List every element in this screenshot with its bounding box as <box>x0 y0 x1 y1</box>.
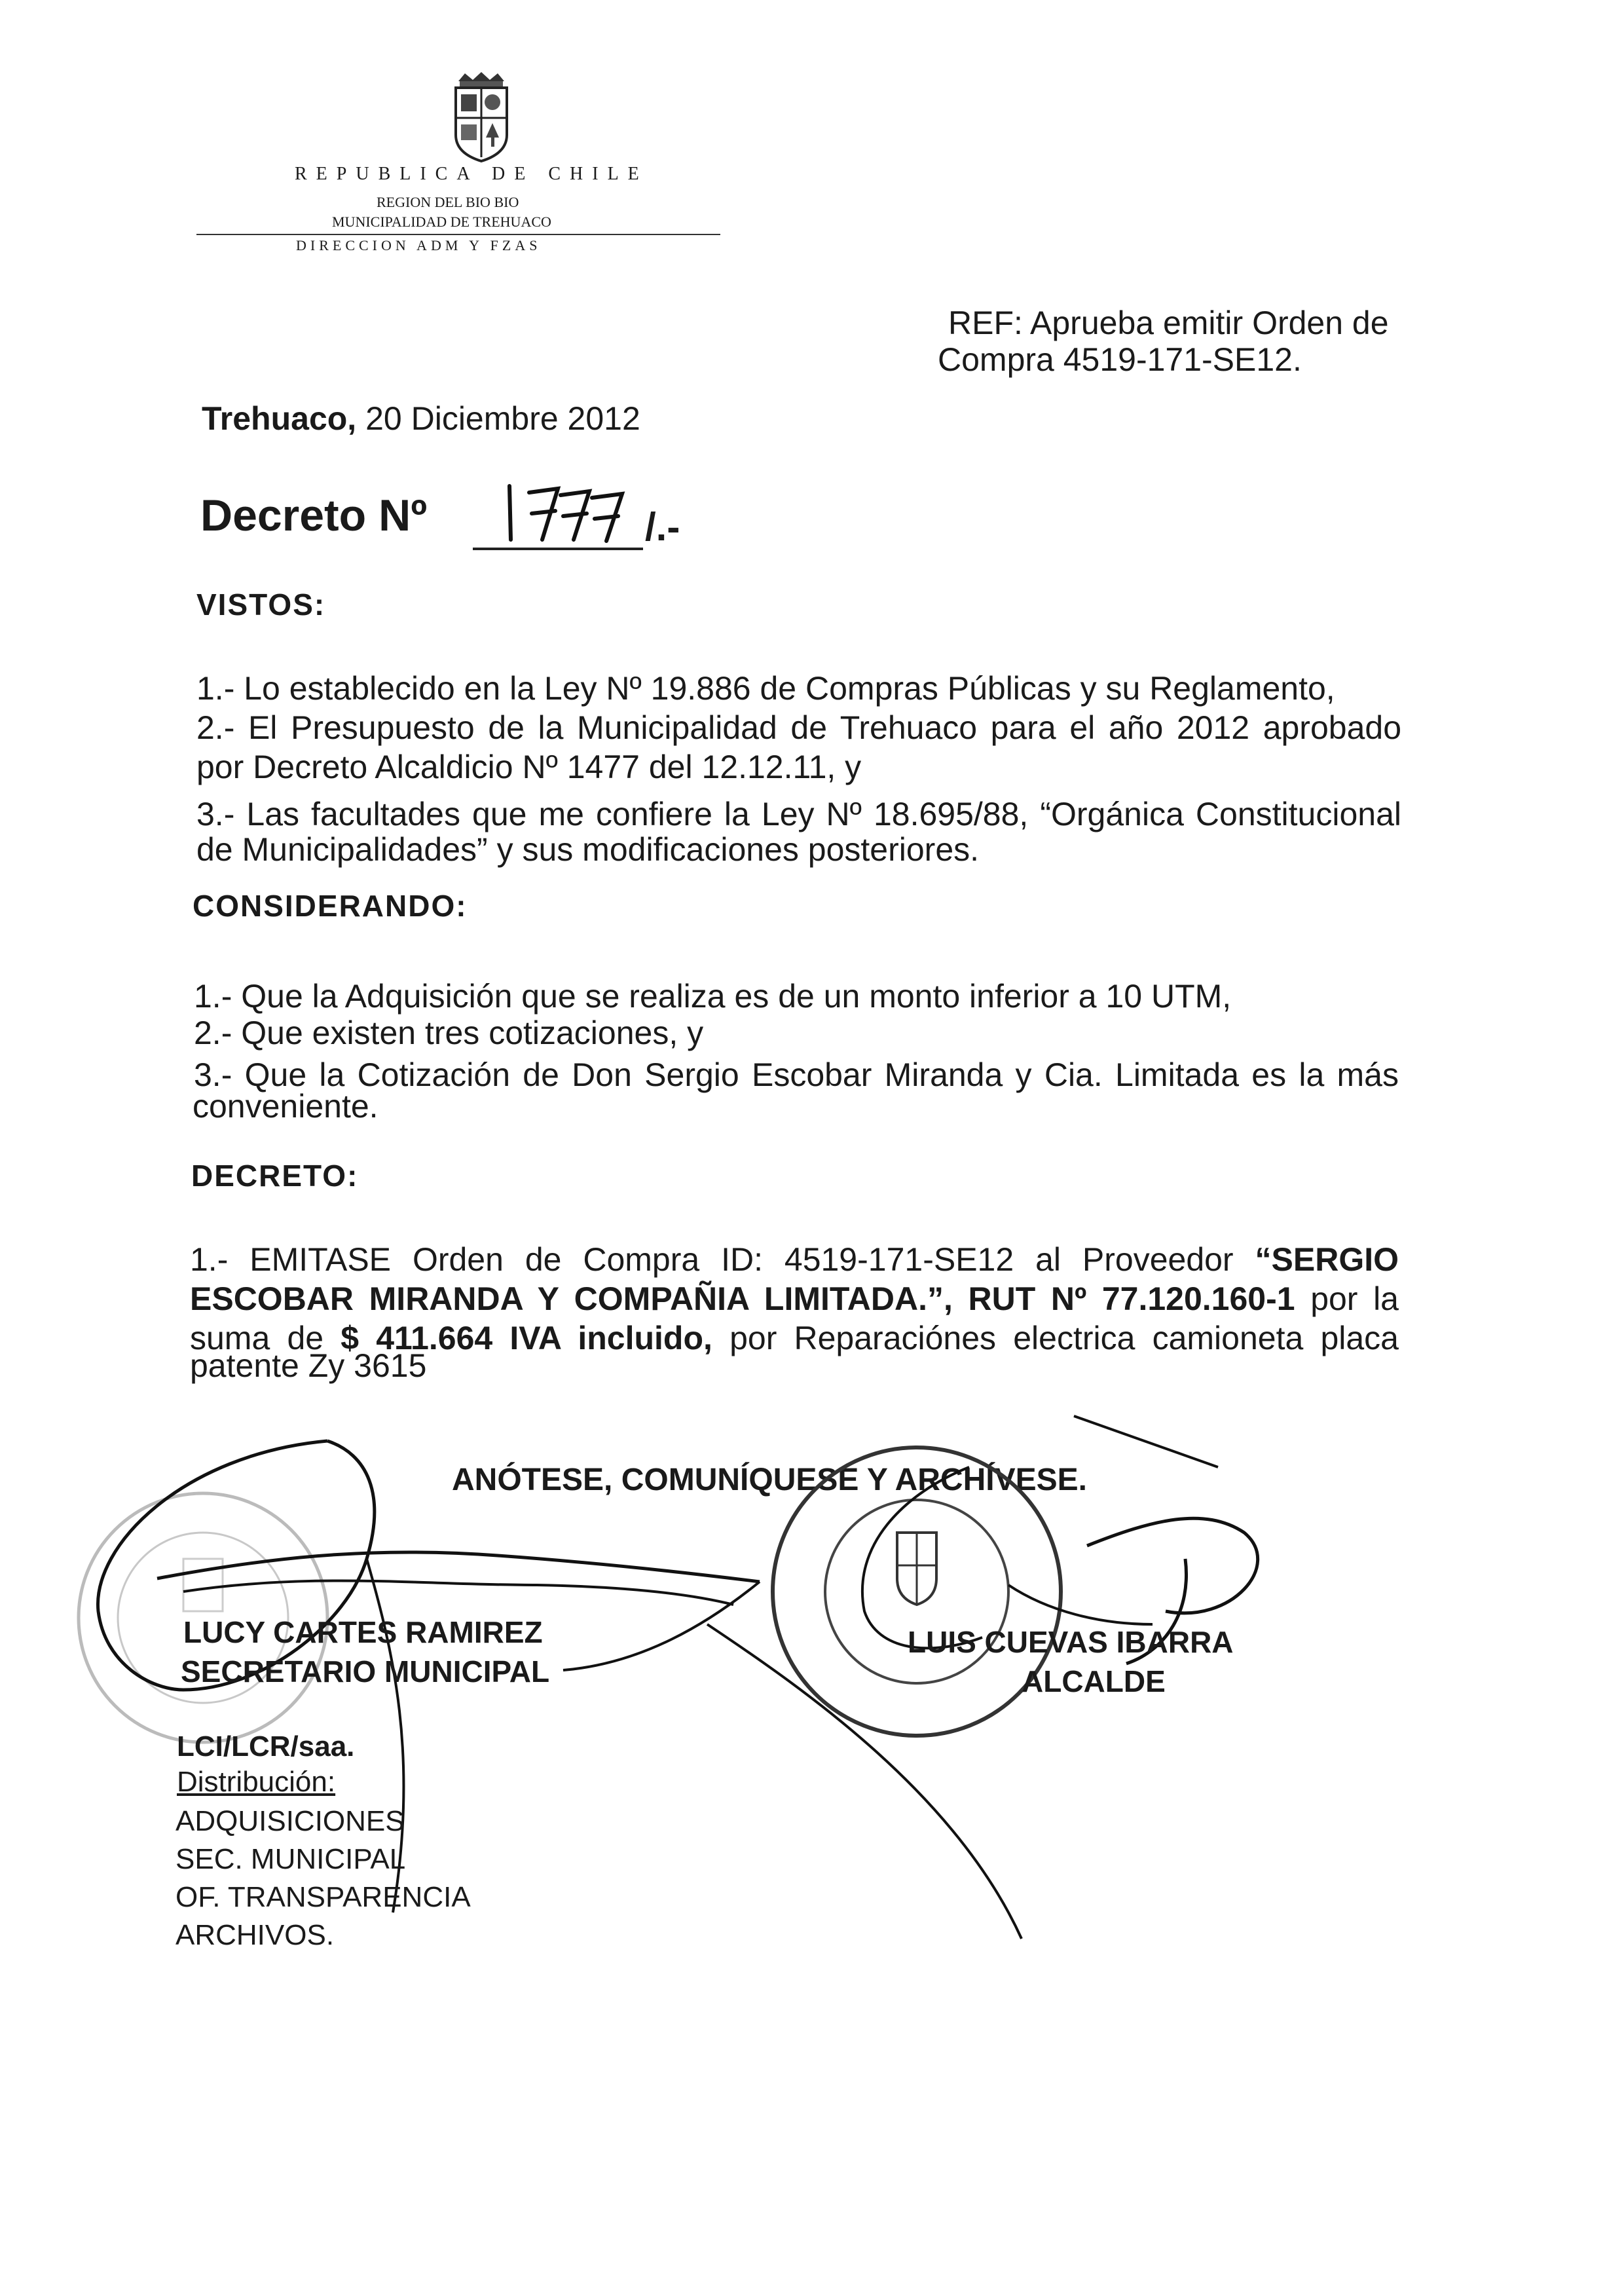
decreto-line-1-text: 1.- EMITASE Orden de Compra ID: 4519-171-SE12 al Proveedor <box>190 1241 1234 1278</box>
vistos-item-3-line-2: de Municipalidades” y sus modificaciones posteriores. <box>196 831 980 868</box>
header-municipality: MUNICIPALIDAD DE TREHUACO <box>332 214 551 230</box>
mayor-name: LUIS CUEVAS IBARRA <box>908 1625 1234 1659</box>
decreto-line-2-text: por la <box>1310 1280 1399 1317</box>
place-date <box>202 400 640 438</box>
reference-line-2: Compra 4519-171-SE12. <box>938 341 1302 378</box>
vistos-item-3-line-1: 3.- Las facultades que me confiere la Ley Nº 18.695/88, “Orgánica Constitucional <box>196 796 1401 832</box>
vistos-item-2-line-2: por Decreto Alcaldicio Nº 1477 del 12.12.11, y <box>196 749 862 785</box>
header-department: DIRECCION ADM Y FZAS <box>296 237 542 253</box>
considerando-item-2: 2.- Que existen tres cotizaciones, y <box>194 1015 704 1051</box>
considerando-item-3-line-2: conveniente. <box>193 1088 378 1125</box>
considerando-item-1: 1.- Que la Adquisición que se realiza es de un monto inferior a 10 UTM, <box>194 978 1232 1015</box>
closing-formula: ANÓTESE, COMUNÍQUESE Y ARCHÍVESE. <box>452 1463 1087 1497</box>
mayor-title: ALCALDE <box>1022 1664 1166 1698</box>
decree-label: Decreto Nº <box>200 491 428 540</box>
signatures-scribble <box>52 1415 1362 2004</box>
decreto-line-1-bold: “SERGIO <box>1255 1241 1399 1278</box>
secretary-name: LUCY CARTES RAMIREZ <box>183 1615 543 1649</box>
distribution-item-2: SEC. MUNICIPAL <box>175 1843 406 1875</box>
considerando-item-3-line-1: 3.- Que la Cotización de Don Sergio Escobar Miranda y Cia. Limitada es la más <box>194 1056 1399 1093</box>
secretary-title: SECRETARIO MUNICIPAL <box>181 1654 550 1689</box>
decree-number-underline <box>473 548 643 550</box>
initials: LCI/LCR/saa. <box>177 1730 355 1763</box>
distribution-heading: Distribución: <box>177 1766 336 1798</box>
decreto-line-2-bold: ESCOBAR MIRANDA Y COMPAÑIA LIMITADA.”, RUT Nº 77.120.160-1 <box>190 1280 1295 1317</box>
date-value: 20 Diciembre 2012 <box>365 400 640 437</box>
decreto-line-1 <box>190 1239 1399 1280</box>
distribution-item-4: ARCHIVOS. <box>175 1919 335 1951</box>
decreto-heading: DECRETO: <box>191 1159 359 1193</box>
decree-number-text <box>498 479 499 480</box>
considerando-heading: CONSIDERANDO: <box>193 889 468 923</box>
distribution-item-1: ADQUISICIONES <box>175 1805 405 1837</box>
decreto-line-3-bold: $ 411.664 IVA incluido, <box>341 1320 712 1356</box>
place-label: Trehuaco, <box>202 400 357 437</box>
decree-number-handwritten <box>498 479 642 545</box>
decree-suffix: /.- <box>645 505 680 549</box>
decreto-line-4: patente Zy 3615 <box>190 1347 427 1384</box>
decreto-line-3-text-b: por Reparaciónes electrica camioneta placa <box>729 1320 1399 1356</box>
vistos-item-1: 1.- Lo establecido en la Ley Nº 19.886 de Compras Públicas y su Reglamento, <box>196 670 1335 707</box>
coat-of-arms-logo <box>452 72 511 164</box>
header-divider-line <box>196 234 720 235</box>
vistos-heading: VISTOS: <box>196 588 326 622</box>
vistos-item-2-line-1: 2.- El Presupuesto de la Municipalidad de Trehuaco para el año 2012 aprobado <box>196 709 1401 746</box>
header-region: REGION DEL BIO BIO <box>377 194 519 210</box>
decreto-line-3-text-a: suma de <box>190 1320 324 1356</box>
decreto-line-2 <box>190 1278 1399 1319</box>
reference-line-1: REF: Aprueba emitir Orden de <box>948 305 1389 341</box>
header-country: REPUBLICA DE CHILE <box>295 164 648 184</box>
distribution-item-3: OF. TRANSPARENCIA <box>175 1881 471 1913</box>
